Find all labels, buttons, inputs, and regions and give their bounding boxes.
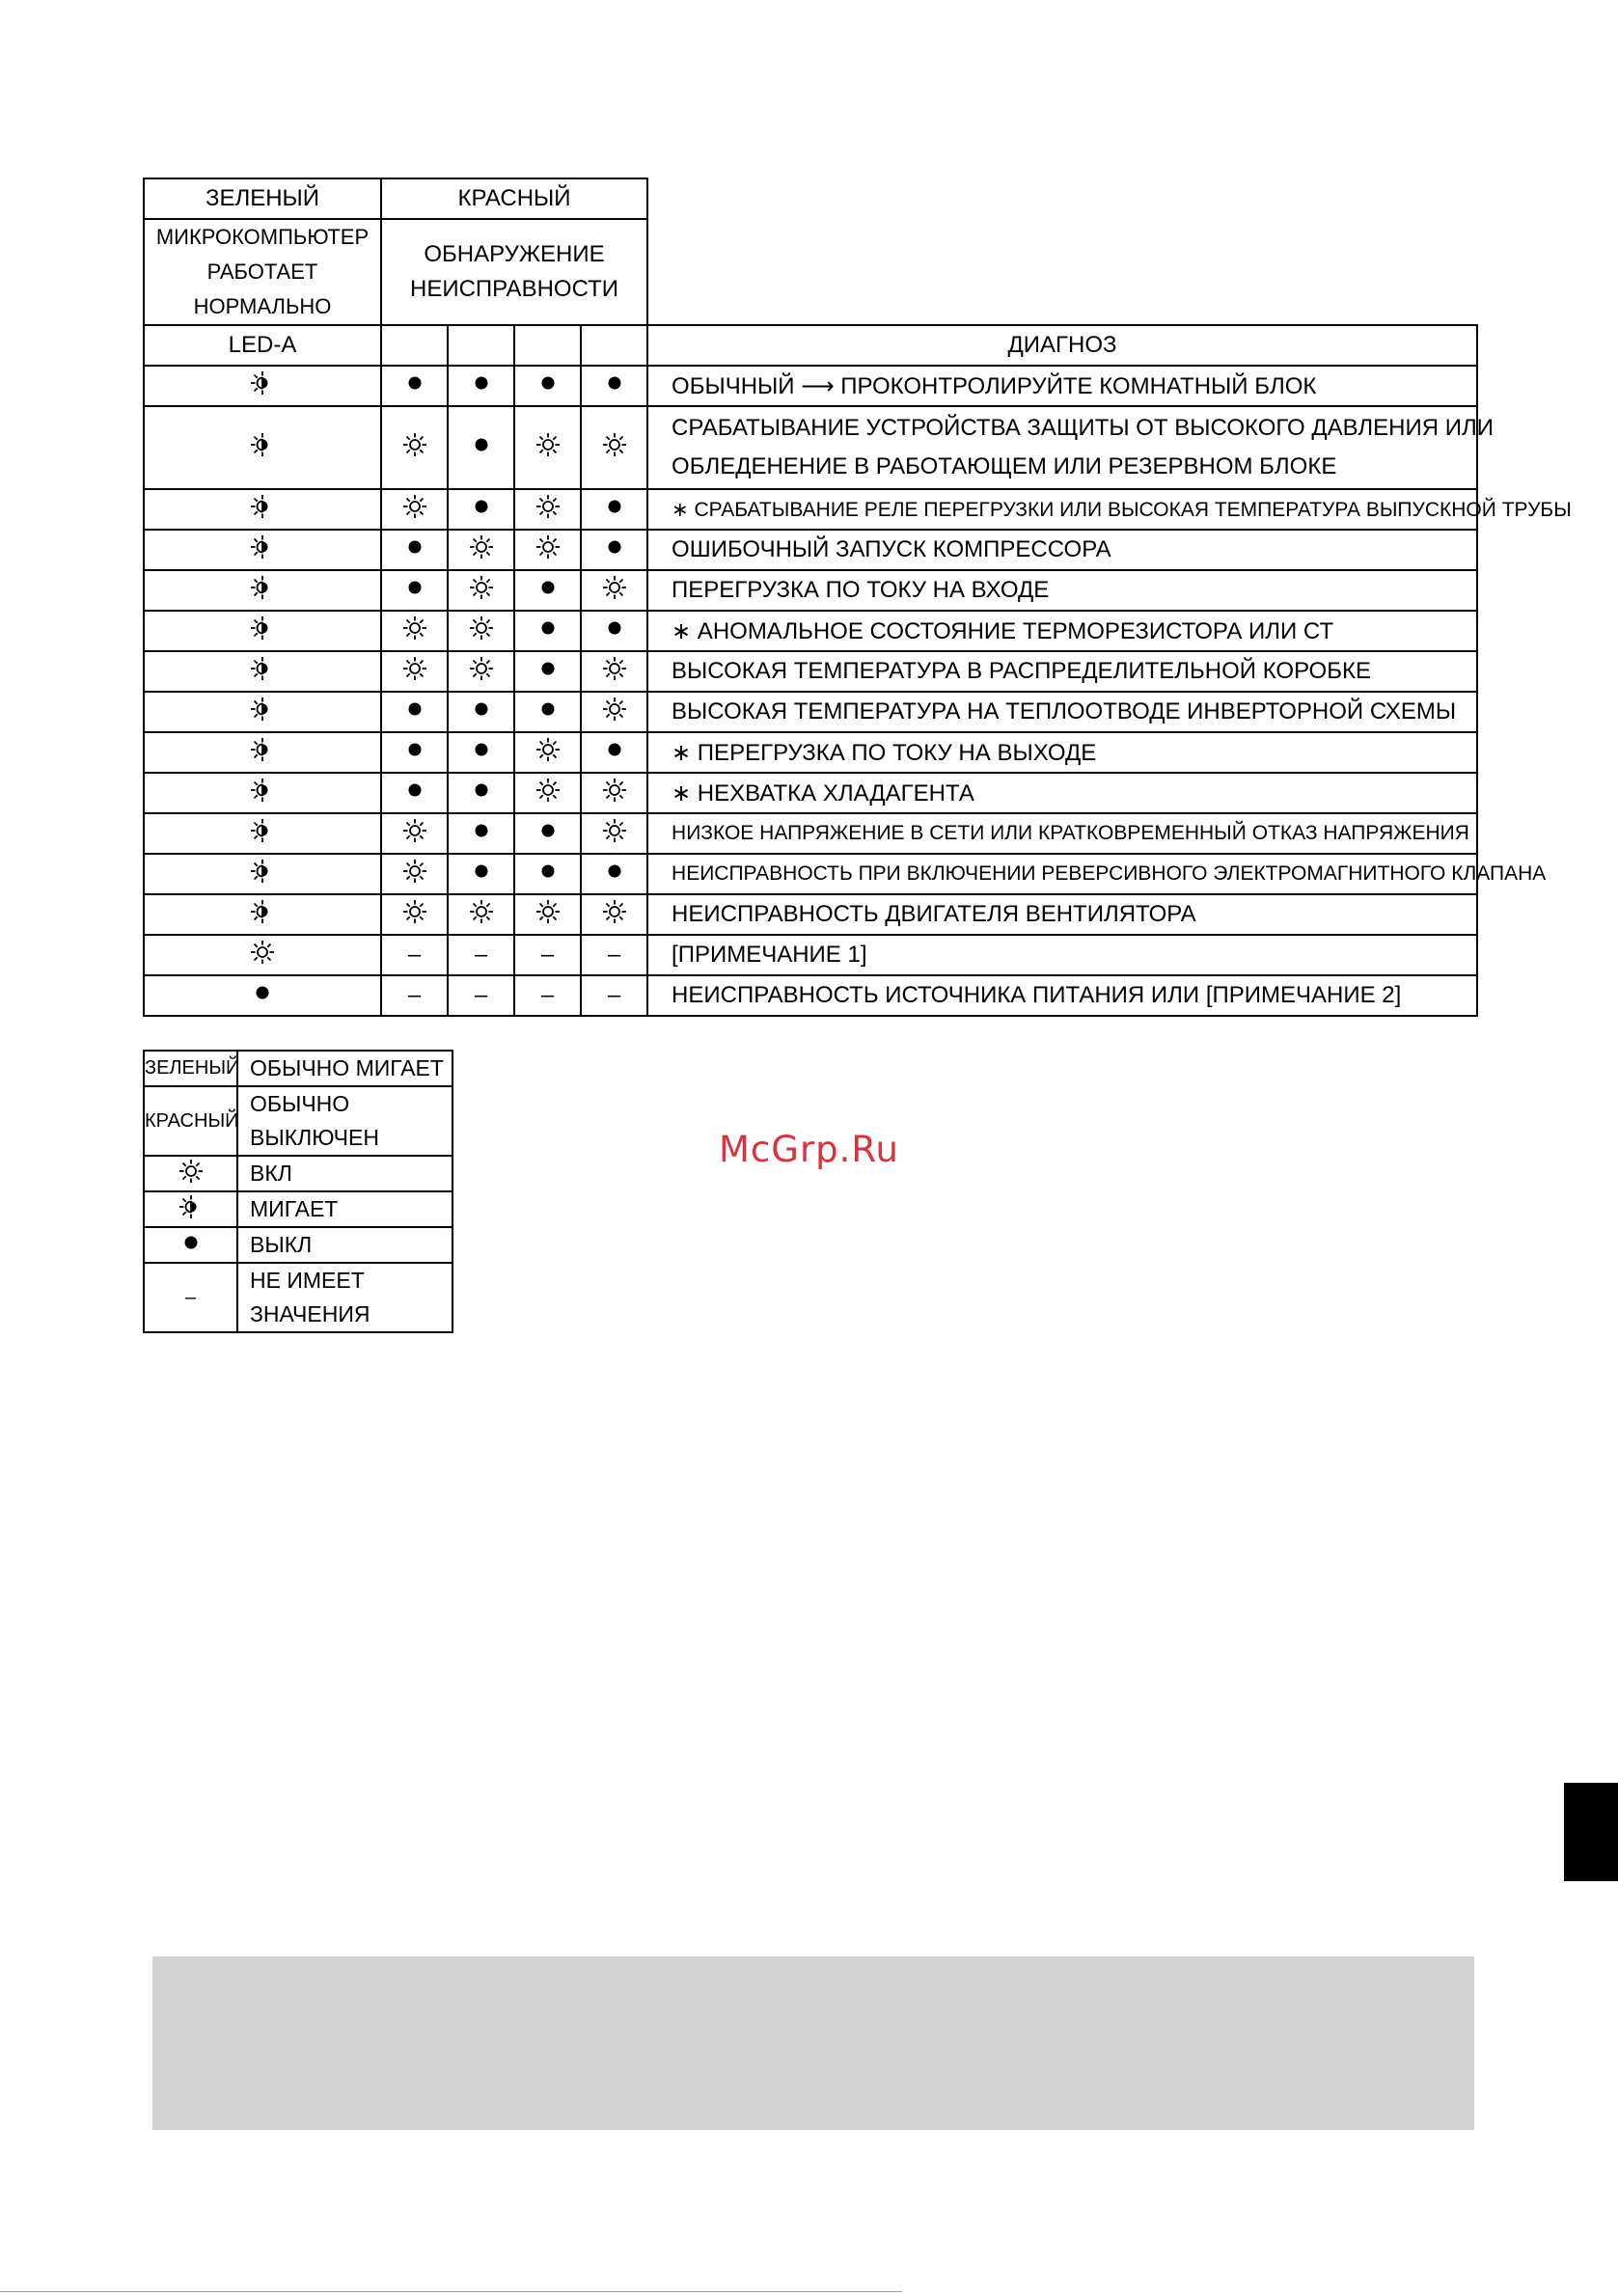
red-led-3-filled-dot-off-icon	[535, 370, 561, 402]
red-led-3-sun-on-icon	[535, 737, 561, 769]
red-led-2-filled-dot-off-icon	[469, 778, 494, 809]
red-led-3-sun-on-icon	[535, 778, 561, 809]
green-led-cell	[144, 570, 381, 611]
red-led-3-filled-dot-off-icon	[535, 697, 561, 728]
green-desc-line1: МИКРОКОМПЬЮТЕР	[155, 225, 370, 249]
diagnosis-text: [ПРИМЕЧАНИЕ 1]	[647, 935, 1477, 975]
legend-na-key: –	[144, 1263, 237, 1332]
red-led-1-sun-on-icon	[402, 615, 427, 647]
diagnosis-row	[144, 773, 1477, 813]
red-led-3-sun-on-icon	[535, 899, 561, 931]
diagnosis-row	[144, 975, 1477, 1016]
red-led-4-sun-on-icon	[602, 778, 627, 809]
red-led-1-cell	[381, 894, 448, 935]
red-led-4-cell	[581, 732, 647, 773]
led-a-header: LED-A	[144, 325, 381, 366]
red-led-2-na-dash: –	[474, 942, 488, 969]
diagnosis-text: ОБЫЧНЫЙ ⟶ ПРОКОНТРОЛИРУЙТЕ КОМНАТНЫЙ БЛОК	[647, 366, 1477, 406]
red-led-4-filled-dot-off-icon	[602, 534, 627, 566]
green-led-cell	[144, 813, 381, 854]
red-led-2-header	[448, 325, 514, 366]
legend-on-value: ВКЛ	[237, 1156, 452, 1191]
red-led-1-filled-dot-off-icon	[402, 737, 427, 769]
diagnosis-text: ВЫСОКАЯ ТЕМПЕРАТУРА В РАСПРЕДЕЛИТЕЛЬНОЙ КОРОБКЕ	[647, 651, 1477, 692]
red-led-3-cell	[514, 366, 581, 406]
red-description	[381, 219, 647, 325]
green-led-cell	[144, 611, 381, 651]
diagnosis-text: НИЗКОЕ НАПРЯЖЕНИЕ В СЕТИ ИЛИ КРАТКОВРЕМЕННЫЙ ОТКАЗ НАПРЯЖЕНИЯ	[647, 813, 1477, 854]
red-led-3-sun-on-icon	[535, 432, 561, 464]
diagnosis-row	[144, 366, 1477, 406]
green-led-half-sun-blink-icon	[250, 818, 275, 850]
red-led-2-cell	[448, 570, 514, 611]
red-led-2-filled-dot-off-icon	[469, 859, 494, 890]
green-led-half-sun-blink-icon	[250, 697, 275, 728]
red-led-4-sun-on-icon	[602, 656, 627, 688]
diagnosis-row	[144, 894, 1477, 935]
red-led-4-cell	[581, 854, 647, 894]
legend-red-value-line1: ОБЫЧНО	[250, 1091, 350, 1116]
diagnosis-row	[144, 489, 1477, 530]
red-led-4-sun-on-icon	[602, 697, 627, 728]
diagnosis-text: НЕИСПРАВНОСТЬ ПРИ ВКЛЮЧЕНИИ РЕВЕРСИВНОГО ЭЛЕКТРОМАГНИТНОГО КЛАПАНА	[647, 854, 1477, 894]
red-led-3-cell	[514, 692, 581, 732]
legend-blink-key	[144, 1191, 237, 1227]
red-led-1-na-dash: –	[407, 942, 422, 969]
red-led-3-cell	[514, 773, 581, 813]
red-led-1-na-dash: –	[407, 982, 422, 1009]
red-led-1-cell	[381, 570, 448, 611]
legend-filled-dot-off-icon	[178, 1230, 204, 1261]
legend-off-key	[144, 1227, 237, 1263]
green-led-half-sun-blink-icon	[250, 615, 275, 647]
green-led-cell	[144, 489, 381, 530]
green-led-cell	[144, 773, 381, 813]
watermark-text: McGrp.Ru	[719, 1129, 899, 1170]
diagnosis-table	[143, 178, 1572, 1017]
red-led-4-cell	[581, 651, 647, 692]
red-led-1-filled-dot-off-icon	[402, 575, 427, 607]
green-led-cell	[144, 854, 381, 894]
green-header: ЗЕЛЕНЫЙ	[144, 178, 381, 219]
red-led-2-cell	[448, 489, 514, 530]
red-led-4-cell	[581, 530, 647, 570]
red-led-3-cell	[514, 854, 581, 894]
red-led-4-na-dash: –	[607, 942, 621, 969]
green-led-half-sun-blink-icon	[250, 656, 275, 688]
section-tab-marker	[1564, 1783, 1618, 1881]
red-led-2-cell	[448, 406, 514, 489]
red-led-1-cell	[381, 406, 448, 489]
red-led-2-filled-dot-off-icon	[469, 737, 494, 769]
red-led-2-cell	[448, 530, 514, 570]
green-led-cell	[144, 975, 381, 1016]
red-led-3-cell	[514, 894, 581, 935]
red-led-1-cell	[381, 651, 448, 692]
red-led-1-cell	[381, 530, 448, 570]
red-led-3-cell	[514, 530, 581, 570]
red-led-3-header	[514, 325, 581, 366]
red-desc-line1: ОБНАРУЖЕНИЕ	[424, 241, 605, 267]
red-led-2-cell	[448, 854, 514, 894]
red-led-4-cell	[581, 692, 647, 732]
red-led-2-cell	[448, 894, 514, 935]
red-led-2-filled-dot-off-icon	[469, 370, 494, 402]
green-led-sun-on-icon	[250, 940, 275, 971]
red-led-3-sun-on-icon	[535, 494, 561, 526]
red-led-4-cell	[581, 366, 647, 406]
red-led-2-sun-on-icon	[469, 656, 494, 688]
red-led-1-cell	[381, 732, 448, 773]
red-led-2-filled-dot-off-icon	[469, 494, 494, 526]
diagnosis-text: НЕИСПРАВНОСТЬ ИСТОЧНИКА ПИТАНИЯ ИЛИ [ПРИМЕЧАНИЕ 2]	[647, 975, 1477, 1016]
red-led-2-filled-dot-off-icon	[469, 697, 494, 728]
red-led-3-cell	[514, 489, 581, 530]
legend-green-value: ОБЫЧНО МИГАЕТ	[237, 1051, 452, 1086]
diagnosis-row	[144, 406, 1477, 489]
red-led-3-cell	[514, 813, 581, 854]
red-led-1-filled-dot-off-icon	[402, 778, 427, 809]
red-led-2-cell	[448, 692, 514, 732]
red-led-1-cell	[381, 366, 448, 406]
red-led-4-filled-dot-off-icon	[602, 615, 627, 647]
diagnosis-row	[144, 813, 1477, 854]
diagnosis-text: ВЫСОКАЯ ТЕМПЕРАТУРА НА ТЕПЛООТВОДЕ ИНВЕРТОРНОЙ СХЕМЫ	[647, 692, 1477, 732]
diagnosis-line2: ОБЛЕДЕНЕНИЕ В РАБОТАЮЩЕМ ИЛИ РЕЗЕРВНОМ БЛОКЕ	[672, 453, 1337, 479]
diagnosis-text	[647, 406, 1494, 489]
red-led-1-cell	[381, 813, 448, 854]
red-led-3-filled-dot-off-icon	[535, 575, 561, 607]
legend-na-value	[237, 1263, 452, 1332]
red-led-1-cell	[381, 611, 448, 651]
red-led-3-cell	[514, 732, 581, 773]
red-led-3-cell	[514, 651, 581, 692]
red-led-2-sun-on-icon	[469, 534, 494, 566]
red-led-4-sun-on-icon	[602, 818, 627, 850]
red-led-4-sun-on-icon	[602, 575, 627, 607]
diagnosis-text: НЕИСПРАВНОСТЬ ДВИГАТЕЛЯ ВЕНТИЛЯТОРА	[647, 894, 1477, 935]
diagnosis-header: ДИАГНОЗ	[647, 325, 1477, 366]
diagnosis-row	[144, 732, 1477, 773]
red-header: КРАСНЫЙ	[381, 178, 647, 219]
green-led-half-sun-blink-icon	[250, 432, 275, 464]
diagnosis-row	[144, 651, 1477, 692]
green-led-cell	[144, 894, 381, 935]
red-led-4-sun-on-icon	[602, 432, 627, 464]
red-led-2-sun-on-icon	[469, 575, 494, 607]
diagnosis-row	[144, 935, 1477, 975]
red-led-4-filled-dot-off-icon	[602, 737, 627, 769]
green-description	[144, 219, 381, 325]
red-led-1-header	[381, 325, 448, 366]
green-led-cell	[144, 935, 381, 975]
diagnosis-row	[144, 854, 1477, 894]
red-led-2-cell	[448, 773, 514, 813]
red-led-1-sun-on-icon	[402, 818, 427, 850]
red-led-3-na-dash: –	[540, 982, 555, 1009]
legend-green-key: ЗЕЛЕНЫЙ	[144, 1051, 237, 1086]
red-led-4-cell	[581, 935, 647, 975]
diagnosis-line1: СРАБАТЫВАНИЕ УСТРОЙСТВА ЗАЩИТЫ ОТ ВЫСОКОГО ДАВЛЕНИЯ ИЛИ	[672, 415, 1494, 441]
green-led-cell	[144, 406, 381, 489]
red-led-1-sun-on-icon	[402, 494, 427, 526]
green-led-half-sun-blink-icon	[250, 859, 275, 890]
red-led-4-filled-dot-off-icon	[602, 494, 627, 526]
legend-red-key: КРАСНЫЙ	[144, 1086, 237, 1156]
red-led-4-cell	[581, 773, 647, 813]
green-led-cell	[144, 651, 381, 692]
green-led-cell	[144, 366, 381, 406]
diagnosis-row	[144, 570, 1477, 611]
red-led-1-filled-dot-off-icon	[402, 697, 427, 728]
red-led-4-na-dash: –	[607, 982, 621, 1009]
red-led-1-cell	[381, 975, 448, 1016]
red-led-2-cell	[448, 732, 514, 773]
red-led-4-cell	[581, 570, 647, 611]
legend-na-value-line2: ЗНАЧЕНИЯ	[250, 1301, 370, 1326]
legend-table	[143, 1050, 453, 1333]
red-led-1-sun-on-icon	[402, 432, 427, 464]
grey-band	[152, 1956, 1474, 2130]
red-led-2-na-dash: –	[474, 982, 488, 1009]
red-led-3-na-dash: –	[540, 942, 555, 969]
red-led-2-cell	[448, 935, 514, 975]
red-led-2-cell	[448, 366, 514, 406]
red-led-4-cell	[581, 611, 647, 651]
red-led-3-filled-dot-off-icon	[535, 615, 561, 647]
green-led-half-sun-blink-icon	[250, 370, 275, 402]
red-led-2-cell	[448, 813, 514, 854]
red-led-1-sun-on-icon	[402, 859, 427, 890]
legend-red-value-line2: ВЫКЛЮЧЕН	[250, 1125, 379, 1150]
red-led-1-cell	[381, 773, 448, 813]
diagnosis-row	[144, 611, 1477, 651]
diagnosis-text: ∗ АНОМАЛЬНОЕ СОСТОЯНИЕ ТЕРМОРЕЗИСТОРА ИЛИ СТ	[647, 611, 1477, 651]
red-led-3-cell	[514, 611, 581, 651]
green-led-half-sun-blink-icon	[250, 534, 275, 566]
legend-off-value: ВЫКЛ	[237, 1227, 452, 1263]
green-led-filled-dot-off-icon	[250, 980, 275, 1012]
red-led-2-filled-dot-off-icon	[469, 432, 494, 464]
red-led-2-cell	[448, 651, 514, 692]
green-desc-line2: РАБОТАЕТ НОРМАЛЬНО	[193, 260, 332, 318]
red-led-4-filled-dot-off-icon	[602, 370, 627, 402]
red-led-3-cell	[514, 935, 581, 975]
red-led-2-sun-on-icon	[469, 615, 494, 647]
red-led-1-filled-dot-off-icon	[402, 534, 427, 566]
diagnosis-row	[144, 692, 1477, 732]
diagnosis-text: ОШИБОЧНЫЙ ЗАПУСК КОМПРЕССОРА	[647, 530, 1477, 570]
red-led-4-sun-on-icon	[602, 899, 627, 931]
red-led-2-sun-on-icon	[469, 899, 494, 931]
diagnosis-text: ∗ СРАБАТЫВАНИЕ РЕЛЕ ПЕРЕГРУЗКИ ИЛИ ВЫСОКАЯ ТЕМПЕРАТУРА ВЫПУСКНОЙ ТРУБЫ	[647, 489, 1477, 530]
green-led-half-sun-blink-icon	[250, 778, 275, 809]
red-desc-line2: НЕИСПРАВНОСТИ	[409, 276, 619, 302]
red-led-3-filled-dot-off-icon	[535, 656, 561, 688]
legend-half-sun-blink-icon	[178, 1194, 204, 1225]
green-led-half-sun-blink-icon	[250, 737, 275, 769]
green-led-cell	[144, 732, 381, 773]
red-led-4-header	[581, 325, 647, 366]
diagnosis-row	[144, 530, 1477, 570]
red-led-3-filled-dot-off-icon	[535, 859, 561, 890]
red-led-4-cell	[581, 975, 647, 1016]
red-led-1-sun-on-icon	[402, 656, 427, 688]
red-led-4-cell	[581, 894, 647, 935]
green-led-cell	[144, 530, 381, 570]
legend-red-value	[237, 1086, 452, 1156]
red-led-1-cell	[381, 692, 448, 732]
red-led-2-filled-dot-off-icon	[469, 818, 494, 850]
legend-na-value-line1: НЕ ИМЕЕТ	[250, 1268, 365, 1293]
green-led-half-sun-blink-icon	[250, 494, 275, 526]
header-blank	[647, 178, 1477, 325]
green-led-half-sun-blink-icon	[250, 899, 275, 931]
red-led-1-cell	[381, 935, 448, 975]
diagnosis-text: ПЕРЕГРУЗКА ПО ТОКУ НА ВХОДЕ	[647, 570, 1477, 611]
green-led-cell	[144, 692, 381, 732]
diagnosis-text: ∗ НЕХВАТКА ХЛАДАГЕНТА	[647, 773, 1477, 813]
red-led-1-cell	[381, 854, 448, 894]
red-led-3-sun-on-icon	[535, 534, 561, 566]
legend-sun-on-icon	[178, 1159, 204, 1189]
red-led-4-cell	[581, 813, 647, 854]
red-led-3-cell	[514, 570, 581, 611]
red-led-3-filled-dot-off-icon	[535, 818, 561, 850]
red-led-2-cell	[448, 611, 514, 651]
legend-on-key	[144, 1156, 237, 1191]
red-led-4-cell	[581, 489, 647, 530]
red-led-1-filled-dot-off-icon	[402, 370, 427, 402]
red-led-2-cell	[448, 975, 514, 1016]
red-led-1-cell	[381, 489, 448, 530]
bottom-rule	[0, 2291, 902, 2292]
red-led-1-sun-on-icon	[402, 899, 427, 931]
red-led-3-cell	[514, 406, 581, 489]
red-led-4-cell	[581, 406, 647, 489]
legend-blink-value: МИГАЕТ	[237, 1191, 452, 1227]
diagnosis-text: ∗ ПЕРЕГРУЗКА ПО ТОКУ НА ВЫХОДЕ	[647, 732, 1477, 773]
green-led-half-sun-blink-icon	[250, 575, 275, 607]
red-led-3-cell	[514, 975, 581, 1016]
red-led-4-filled-dot-off-icon	[602, 859, 627, 890]
